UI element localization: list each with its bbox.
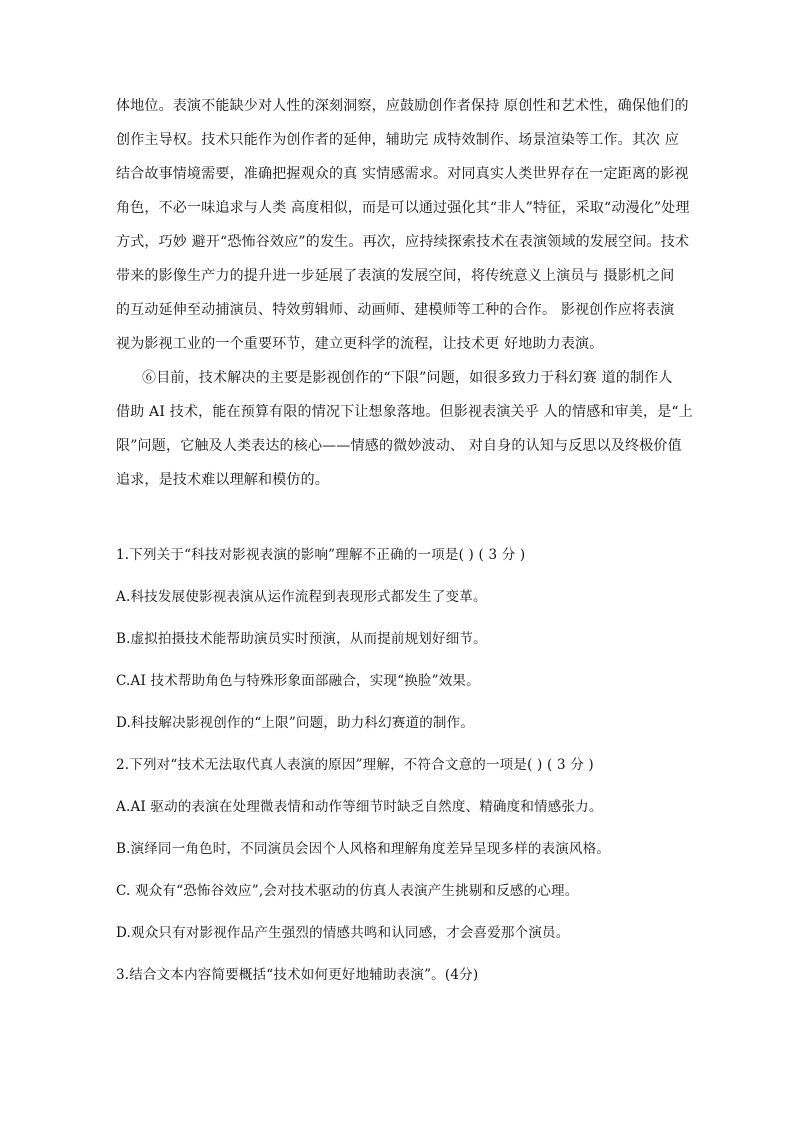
passage-line: 结合故事情境需要，准确把握观众的真 实情感需求。对同真实人类世界存在一定距离的影视	[116, 166, 689, 182]
passage-line: 的互动延伸至动捕演员、特效剪辑师、动画师、建模师等工种的合作。 影视创作应将表演	[116, 302, 675, 318]
passage-line: 带来的影像生产力的提升进一步延展了表演的发展空间，将传统意义上演员与 摄影机之间	[116, 268, 675, 284]
passage-line: 体地位。表演不能缺少对人性的深刻洞察，应鼓励创作者保持 原创性和艺术性，确保他们的	[116, 98, 689, 114]
question-1-stem: 1.下列关于“科技对影视表演的影响”理解不正确的一项是( ) ( 3 分 )	[116, 547, 526, 563]
question-1-option-d: D.科技解决影视创作的“上限”问题，助力科幻赛道的制作。	[116, 715, 475, 731]
question-2-option-c: C. 观众有“恐怖谷效应”,会对技术驱动的仿真人表演产生挑剔和反感的心理。	[116, 883, 579, 899]
question-1-option-b: B.虚拟拍摄技术能帮助演员实时预演，从而提前规划好细节。	[116, 631, 487, 647]
question-2-stem: 2.下列对“技术无法取代真人表演的原因”理解，不符合文意的一项是( ) ( 3 分 )	[116, 757, 594, 773]
question-1-option-a: A.科技发展使影视表演从运作流程到表现形式都发生了变革。	[116, 589, 487, 605]
passage-line: 限”问题，它触及人类表达的核心——情感的微妙波动、 对自身的认知与反思以及终极价值	[116, 438, 682, 454]
question-2-option-b: B.演绎同一角色时，不同演员会因个人风格和理解角度差异呈现多样的表演风格。	[116, 841, 611, 857]
question-3-stem: 3.结合文本内容简要概括“技术如何更好地辅助表演”。(4分)	[116, 967, 479, 983]
passage-line: 视为影视工业的一个重要环节，建立更科学的流程，让技术更 好地助力表演。	[116, 336, 604, 352]
question-2-option-d: D.观众只有对影视作品产生强烈的情感共鸣和认同感，才会喜爱那个演员。	[116, 925, 570, 941]
passage-line: ⑥目前，技术解决的主要是影视创作的“下限”问题，如很多致力于科幻赛 道的制作人	[142, 370, 673, 386]
passage-line: 借助 AI 技术，能在预算有限的情况下让想象落地。但影视表演关乎 人的情感和审美，是“上	[116, 404, 693, 420]
passage-line: 创作主导权。技术只能作为创作者的延伸，辅助完 成特效制作、场景渲染等工作。其次 应	[116, 132, 680, 148]
question-2-option-a: A.AI 驱动的表演在处理微表情和动作等细节时缺乏自然度、精确度和情感张力。	[116, 799, 603, 815]
passage-line: 追求，是技术难以理解和模仿的。	[116, 472, 329, 488]
passage-line: 方式，巧妙 避开“恐怖谷效应”的发生。再次，应持续探索技术在表演领域的发展空间。技术	[116, 234, 690, 250]
passage-line: 角色，不必一味追求与人类 高度相似，而是可以通过强化其“非人”特征，采取“动漫化”处理	[116, 200, 690, 216]
question-1-option-c: C.AI 技术帮助角色与特殊形象面部融合，实现“换脸”效果。	[116, 673, 480, 689]
